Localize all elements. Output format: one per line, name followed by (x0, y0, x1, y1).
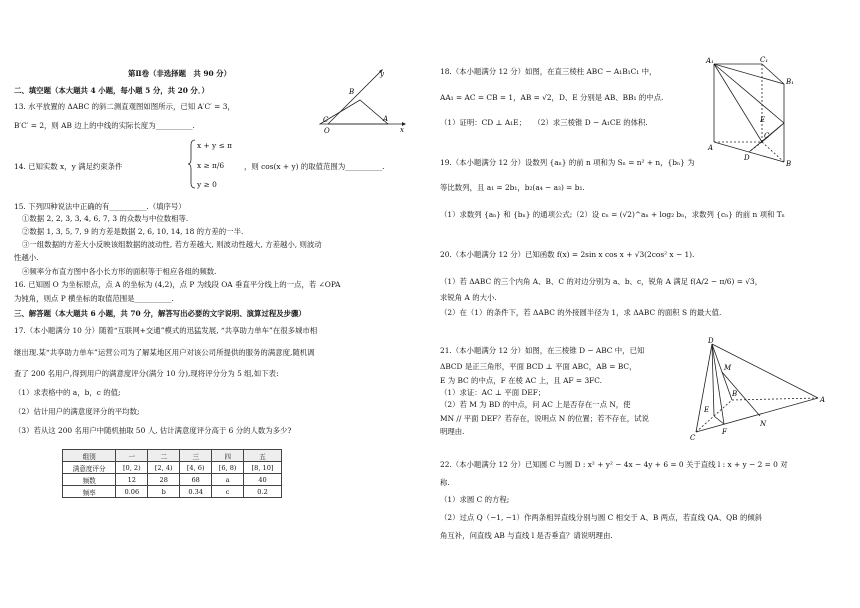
q13-line2: B′C′ = 2，则 AB 边上的中线的实际长度为__________. (14, 121, 195, 130)
tetra-label-b: B (732, 390, 738, 398)
solve-header: 三、解答题（本大题共 6 小题，共 70 分，解答写出必要的文字说明、演算过程及步骤） (14, 309, 306, 318)
q21-tetrahedron-figure (690, 337, 830, 442)
table-cell: b (148, 486, 180, 498)
tetra-label-m: M (724, 364, 732, 372)
prism-label-b: B (786, 160, 792, 168)
q22-line5: 角互补，问直线 AB 与直线 l 是否垂直？请说明理由. (440, 531, 613, 540)
table-cell: 四 (212, 450, 244, 462)
table-cell: 12 (116, 474, 148, 486)
table-cell: 五 (244, 450, 282, 462)
q21-line6: MN // 平面 DEF？若存在，说明点 N 的位置；若不存在，试说 (440, 414, 649, 423)
table-cell: [4, 6) (180, 462, 212, 474)
table-cell: 二 (148, 450, 180, 462)
prism-label-a1: A₁ (706, 57, 714, 65)
q15-line4: ③一组数据的方差大小反映该组数据的波动性, 若方差越大, 则波动性越大, 方差越小, 则波动 (22, 240, 322, 249)
section-title: 第Ⅱ卷（非选择题 共 90 分） (128, 69, 231, 78)
table-cell: [6, 8) (212, 462, 244, 474)
q17-line3: 查了 200 名用户,得到用户的满意度评分(满分 10 分),现将评分分为 5 组,如下表: (14, 369, 279, 378)
tetra-label-a: A (820, 396, 826, 404)
q15-line2: ①数据 2, 2, 3, 3, 4, 6, 7, 3 的众数与中位数相等. (22, 214, 189, 223)
tetra-label-n: N (760, 420, 767, 428)
prism-label-a: A (708, 144, 714, 152)
table-cell: [0, 2) (116, 462, 148, 474)
q19-line3: （1）求数列 {aₙ} 和 {bₙ} 的通项公式;（2）设 cₙ = (√2)^aₙ + log₂ bₙ，求数列 {cₙ} 的前 n 项和 Tₙ (440, 210, 785, 219)
q16-line2: 为钝角，则点 P 横坐标的取值范围是__________. (14, 294, 174, 303)
q21-line2: ΔBCD 是正三角形，平面 BCD ⊥ 平面 ABC，AB = BC， (440, 362, 637, 371)
prism-label-b1: B₁ (786, 78, 794, 86)
table-row (63, 486, 282, 498)
right-column (430, 0, 860, 608)
q14-constraint-3: y ≥ 0 (197, 180, 217, 189)
prism-edge-a1e (714, 64, 784, 123)
prism-label-d: D (744, 154, 750, 162)
tetra-label-d: D (708, 337, 714, 345)
q18-prism-figure (706, 56, 798, 170)
tetra-edge-ef (714, 416, 724, 424)
q17-line1: 17.（本小题满分 10 分）随着“互联网+交通”模式的迅猛发展, “共享助力单车”在很多城市相 (14, 326, 318, 335)
q19-line1: 19.（本小题满分 12 分）设数列 {aₙ} 的前 n 项和为 Sₙ = n² + n，{bₙ} 为 (440, 158, 695, 167)
tetra-edge-dc (696, 344, 712, 432)
q21-line7: 明理由. (440, 427, 465, 436)
table-cell: 频数 (63, 474, 116, 486)
q21-line4: （1）求证：AC ⊥ 平面 DEF； (440, 388, 546, 397)
q20-line4: （2）在（1）的条件下，若 ΔABC 的外接圆半径为 1，求 ΔABC 的面积 S 的最大值. (440, 308, 722, 317)
q13-line1: 13. 水平放置的 ΔABC 的斜二测直观图如图所示，已知 A′C′ = 3， (14, 102, 235, 111)
q22-line4: （2）过点 Q（−1, −1）作两条相异直线分别与圆 C 相交于 A、B 两点，若直线 QA、QB 的倾斜 (440, 513, 763, 522)
table-cell: [8, 10] (244, 462, 282, 474)
table-cell: 组别 (63, 450, 116, 462)
q19-line2: 等比数列，且 a₁ = 2b₁，b₂(a₄ − a₃) = b₁. (440, 183, 585, 192)
q17-part1: （1）求表格中的 a，b，c 的值; (14, 388, 121, 397)
q15-line5: 性越小. (14, 253, 39, 262)
q21-line5: （2）若 M 为 BD 的中点，问 AC 上是否存在一点 N，使 (440, 400, 631, 409)
table-cell: 满意度评分 (63, 462, 116, 474)
fill-in-header: 二、填空题（本大题共 4 小题，每小题 5 分，共 20 分．） (14, 86, 209, 95)
q13-y-axis (328, 70, 382, 124)
q22-line2: 称. (440, 478, 450, 487)
q13-label-y: y (380, 70, 384, 78)
table-cell: 40 (244, 474, 282, 486)
q16-line1: 16. 已知圆 O 为坐标原点，点 A 的坐标为 (4,2)，点 P 为线段 OA 垂直平分线上的一点，若 ∠OPA (14, 280, 341, 289)
q18-line2: AA₁ = AC = CB = 1，AB = √2，D、E 分别是 AB、BB₁ 的中点. (440, 93, 664, 102)
q14-line2: ，则 cos(x + y) 的取值范围为__________. (244, 162, 385, 171)
table-cell: 28 (148, 474, 180, 486)
q21-line3: E 为 BC 的中点，F 在棱 AC 上，且 AF = 3FC. (440, 376, 603, 385)
q13-label-a: A (383, 115, 389, 123)
table-cell: 0.06 (116, 486, 148, 498)
q13-label-o: O (324, 127, 330, 135)
q17-table (62, 449, 282, 498)
q22-line3: （1）求圆 C 的方程; (440, 495, 510, 504)
q14-brace (188, 139, 196, 189)
q15-line3: ②数据 1, 3, 5, 7, 9 的方差是数据 2, 6, 10, 14, 18 的方差的一半. (22, 227, 244, 236)
table-cell: 0.2 (244, 486, 282, 498)
q17-part2: （2）估计用户的满意度评分的平均数; (14, 407, 140, 416)
prism-label-e: E (760, 116, 766, 124)
q21-line1: 21.（本小题满分 12 分）如图，在三棱锥 D − ABC 中，已知 (440, 346, 645, 355)
q20-line3: 求锐角 A 的大小. (440, 293, 497, 302)
q13-label-c: C (323, 116, 329, 124)
q14-constraint-1: x + y ≤ π (197, 141, 232, 150)
q14-line1: 14. 已知实数 x，y 满足约束条件 (14, 162, 123, 171)
table-row (63, 462, 282, 474)
tetra-label-c: C (690, 434, 696, 442)
tetra-label-e: E (704, 406, 710, 414)
table-cell: [2, 4) (148, 462, 180, 474)
q14-constraint-2: x ≥ π/6 (197, 161, 225, 170)
table-row (63, 450, 282, 462)
table-row (63, 474, 282, 486)
q13-label-x: x (400, 126, 404, 134)
q17-part3: （3）若从这 200 名用户中随机抽取 50 人, 估计满意度评分高于 6 分的人数为多少? (14, 426, 292, 435)
q13-figure (320, 62, 410, 142)
table-cell: c (212, 486, 244, 498)
tetra-label-f: F (722, 428, 727, 436)
table-cell: 一 (116, 450, 148, 462)
tetra-edge-mn (722, 372, 760, 416)
table-cell: 0.34 (180, 486, 212, 498)
q13-triangle (320, 100, 388, 124)
table-cell: 68 (180, 474, 212, 486)
q20-line2: （1）若 ΔABC 的三个内角 A、B、C 的对边分别为 a、b、c，锐角 A 满足 f(A/2 − π/6) = √3， (440, 277, 763, 286)
table-cell: 三 (180, 450, 212, 462)
q22-line1: 22.（本小题满分 12 分）已知圆 C 与圆 D : x² + y² − 4x − 4y + 6 = 0 关于直线 l : x + y − 2 = 0 对 (440, 460, 788, 469)
q13-label-b: B (349, 88, 355, 96)
q15-line1: 15. 下列四种说法中正确的有__________.（填序号） (14, 202, 186, 211)
prism-label-c: C (764, 132, 770, 140)
q20-line1: 20.（本小题满分 12 分）已知函数 f(x) = 2sin x cos x + √3(2cos² x − 1). (440, 250, 695, 259)
q18-line3: （1）证明：CD ⊥ A₁E； （2）求三棱锥 D − A₁CE 的体积. (440, 118, 648, 127)
left-column (0, 0, 420, 608)
q15-line6: ④频率分布直方图中各小长方形的面积等于相应各组的频数. (22, 267, 217, 276)
table-cell: 频率 (63, 486, 116, 498)
table-cell: a (212, 474, 244, 486)
q18-line1: 18.（本小题满分 12 分）如图，在直三棱柱 ABC − A₁B₁C₁ 中， (440, 67, 657, 76)
prism-label-c1: C₁ (760, 56, 769, 64)
q17-line2: 继出现.某“共享助力单车”运营公司为了解某地区用户对该公司所提供的服务的满意度,随机调 (14, 348, 315, 357)
